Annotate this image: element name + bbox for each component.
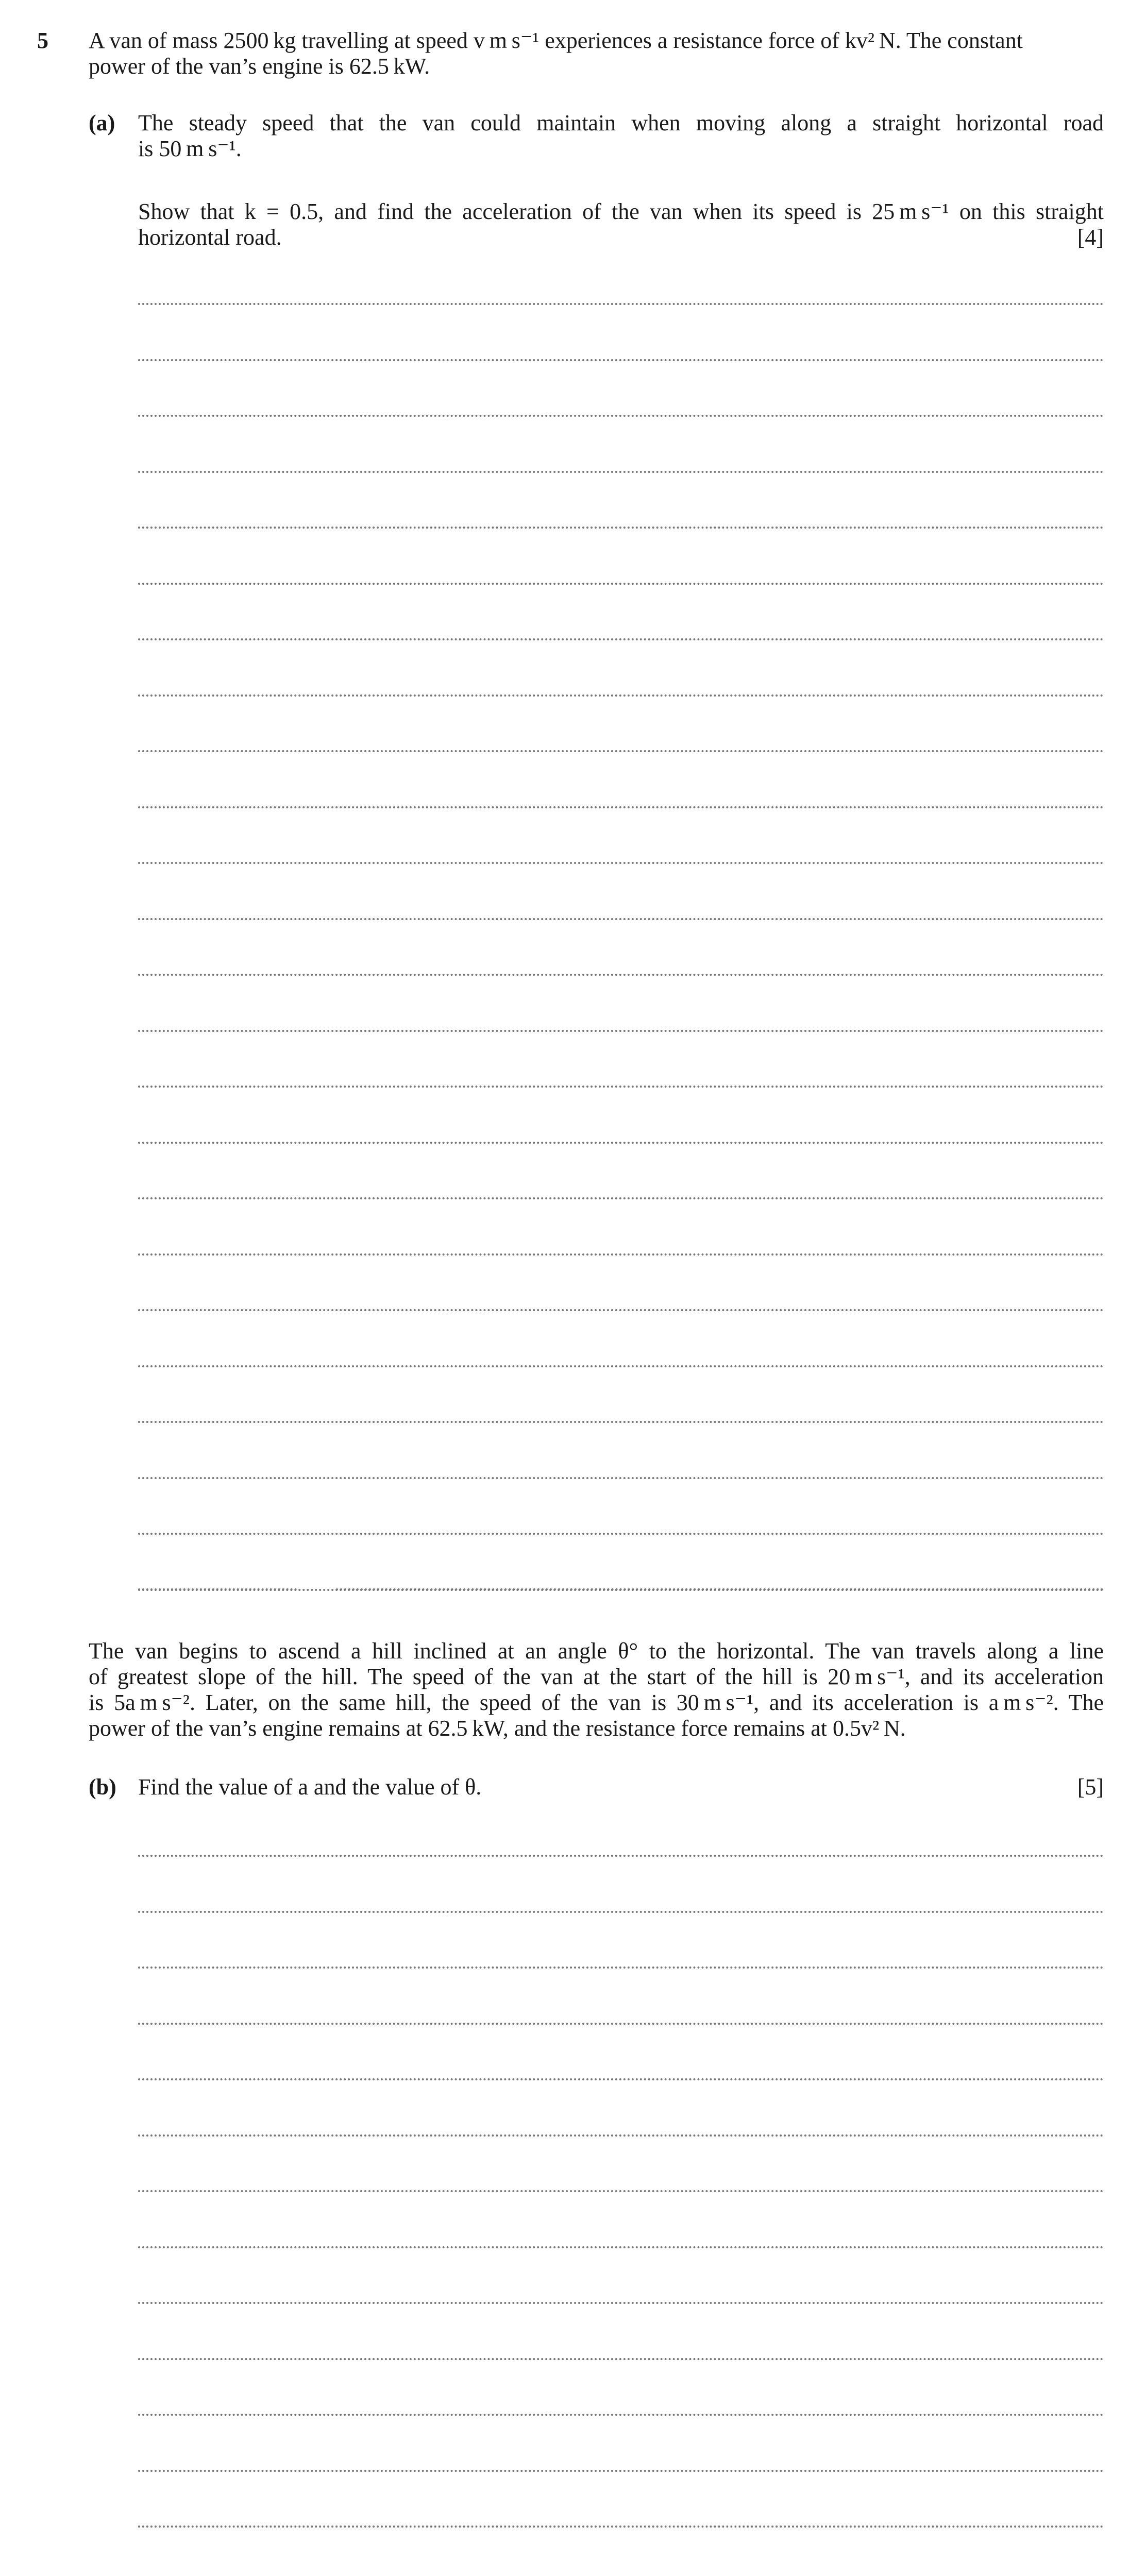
answer-line[interactable] xyxy=(138,2023,1104,2025)
answer-line[interactable] xyxy=(138,2358,1104,2360)
answer-line[interactable] xyxy=(138,1911,1104,1913)
answer-line[interactable] xyxy=(138,862,1104,864)
question-intro-line-2: power of the van’s engine is 62.5 kW. xyxy=(89,54,430,79)
part-a-label: (a) xyxy=(89,110,115,135)
answer-line[interactable] xyxy=(138,1421,1104,1423)
answer-line[interactable] xyxy=(138,1309,1104,1311)
answer-line[interactable] xyxy=(138,2526,1104,2528)
answer-line[interactable] xyxy=(138,1197,1104,1199)
answer-line[interactable] xyxy=(138,1030,1104,1032)
part-b-label: (b) xyxy=(89,1774,116,1800)
answer-line[interactable] xyxy=(138,2134,1104,2137)
hill-paragraph-line-3: is 5a m s⁻². Later, on the same hill, the speed of the van is 30 m s⁻¹, and its acceleration is a m s⁻². The xyxy=(89,1690,1104,1715)
answer-line[interactable] xyxy=(138,2078,1104,2080)
answer-line[interactable] xyxy=(138,750,1104,752)
part-b-text: Find the value of a and the value of θ. xyxy=(138,1774,482,1800)
answer-line[interactable] xyxy=(138,1533,1104,1535)
answer-line[interactable] xyxy=(138,1365,1104,1367)
hill-paragraph-line-4: power of the van’s engine remains at 62.5 kW, and the resistance force remains at 0.5v² N. xyxy=(89,1716,906,1741)
question-number: 5 xyxy=(37,28,48,53)
answer-line[interactable] xyxy=(138,974,1104,976)
answer-line-short[interactable] xyxy=(138,1588,297,1590)
answer-line[interactable] xyxy=(138,415,1104,417)
answer-line[interactable] xyxy=(138,1142,1104,1144)
answer-line[interactable] xyxy=(138,359,1104,361)
hill-paragraph-line-1: The van begins to ascend a hill inclined at an angle θ° to the horizontal. The van travels along a line xyxy=(89,1638,1104,1664)
answer-line[interactable] xyxy=(138,1086,1104,1088)
answer-line[interactable] xyxy=(138,1855,1104,1857)
answer-line[interactable] xyxy=(138,2470,1104,2472)
answer-line[interactable] xyxy=(138,918,1104,920)
part-b-marks: [5] xyxy=(1077,1774,1104,1800)
answer-line[interactable] xyxy=(138,2246,1104,2248)
answer-line[interactable] xyxy=(138,1967,1104,1969)
answer-line[interactable] xyxy=(138,303,1104,305)
answer-line-long[interactable] xyxy=(336,1588,1104,1590)
part-a-marks: [4] xyxy=(1077,225,1104,250)
answer-line[interactable] xyxy=(138,2190,1104,2192)
part-a-text-line-2: is 50 m s⁻¹. xyxy=(138,136,242,161)
part-a-text-line-1: The steady speed that the van could maintain when moving along a straight horizontal road xyxy=(138,110,1104,135)
part-a-task-line-2: horizontal road. xyxy=(138,225,282,250)
answer-line[interactable] xyxy=(138,2302,1104,2304)
answer-line[interactable] xyxy=(138,694,1104,697)
hill-paragraph-line-2: of greatest slope of the hill. The speed of the van at the start of the hill is 20 m s⁻¹, and its acceleration xyxy=(89,1664,1104,1689)
part-a-task-line-1: Show that k = 0.5, and find the acceleration of the van when its speed is 25 m s⁻¹ on this straight xyxy=(138,199,1104,224)
answer-line[interactable] xyxy=(138,471,1104,473)
answer-line[interactable] xyxy=(138,1253,1104,1256)
question-intro-line-1: A van of mass 2500 kg travelling at speed v m s⁻¹ experiences a resistance force of kv² N. The constant xyxy=(89,28,1023,53)
answer-line[interactable] xyxy=(138,638,1104,640)
answer-line[interactable] xyxy=(138,2414,1104,2416)
answer-line[interactable] xyxy=(138,527,1104,529)
answer-line[interactable] xyxy=(138,806,1104,808)
answer-line[interactable] xyxy=(138,583,1104,585)
answer-line[interactable] xyxy=(138,1477,1104,1479)
